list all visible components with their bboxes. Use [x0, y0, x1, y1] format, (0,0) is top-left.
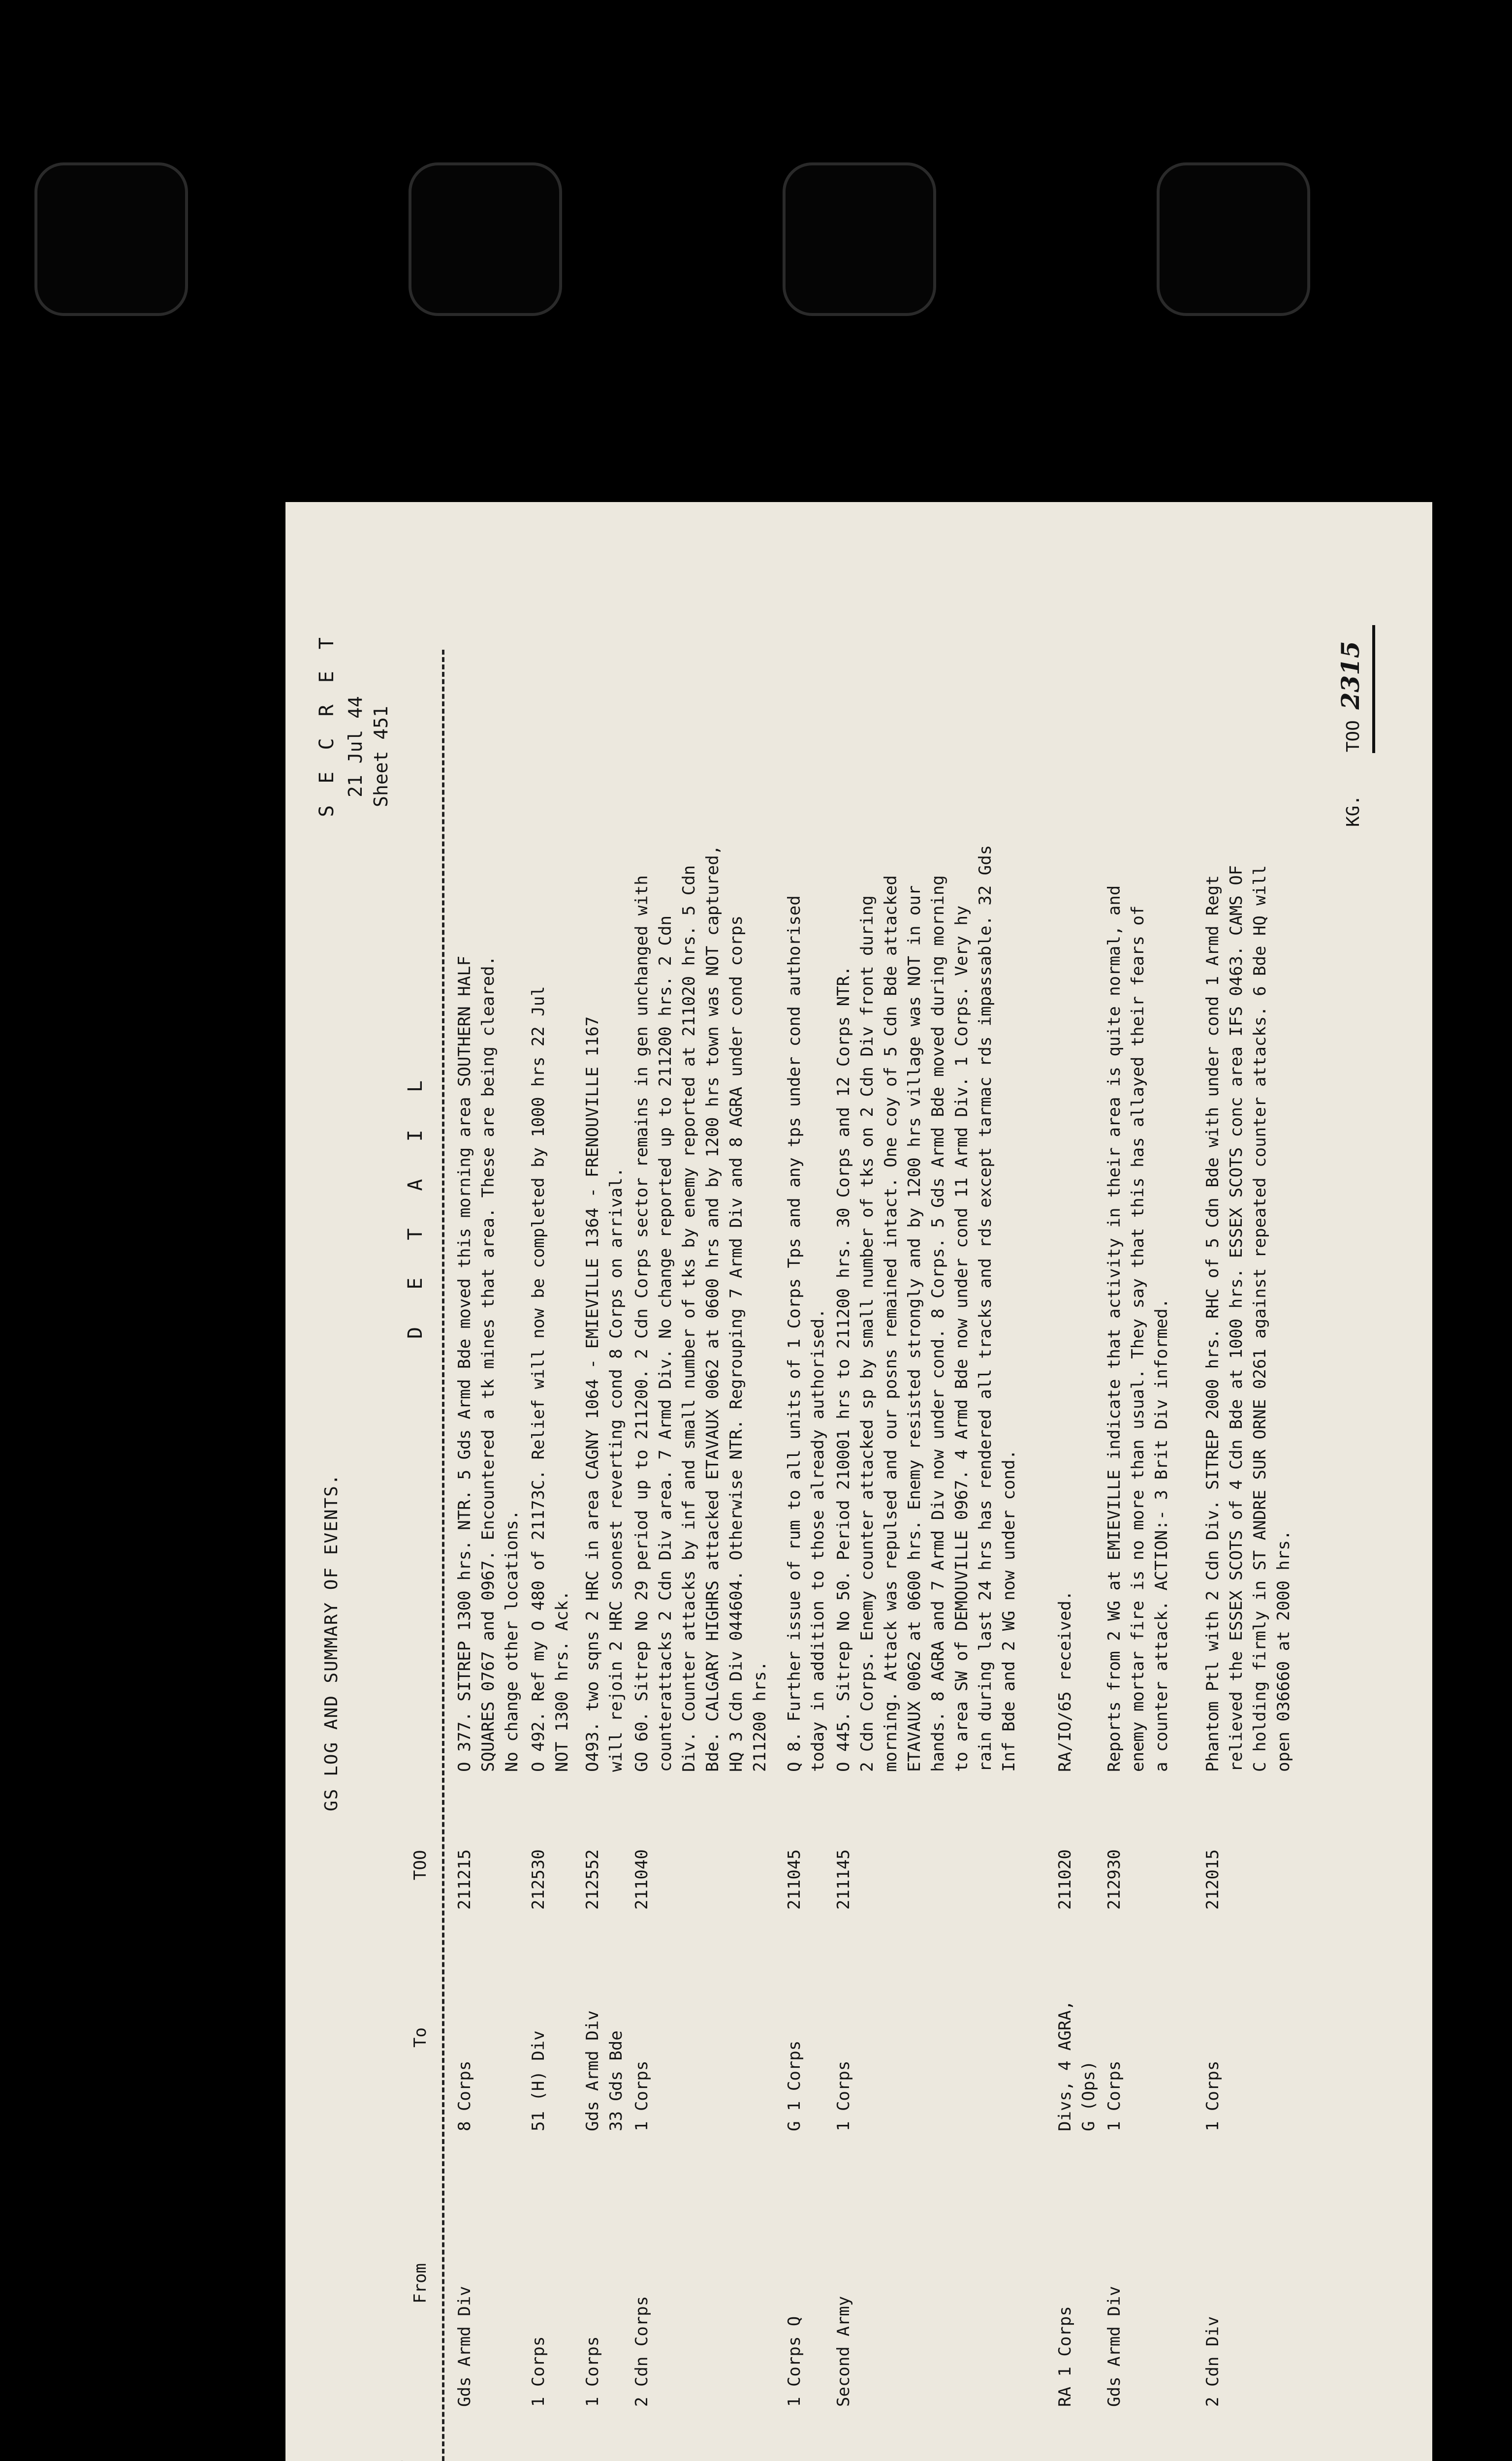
entry-detail-line: GO 60. Sitrep No 29 period up to 211200. 2 Cdn Corps sector remains in gen unchanged with — [632, 875, 652, 1772]
entry-too: 212930 — [1104, 1849, 1124, 1910]
entry-detail — [453, 551, 524, 1772]
header-from: From — [410, 2263, 430, 2303]
entry-too: 211145 — [834, 1849, 853, 1910]
entry-detail-line: to area SW of DEMOUVILLE 0967. 4 Armd Bde now under cond 11 Armd Div. 1 Corps. Very hy — [952, 905, 972, 1772]
entry-to-line: Gds Armd Div — [583, 2010, 602, 2131]
entry-detail-line: open 036660 at 2000 hrs. — [1274, 1530, 1293, 1772]
entry-serial — [832, 2422, 855, 2461]
entry-detail — [581, 551, 628, 1772]
entry-to — [581, 1925, 628, 2131]
film-hole — [409, 162, 562, 316]
film-hole — [783, 162, 936, 316]
entry-detail — [1201, 551, 1295, 1772]
entry-detail-line: enemy mortar fire is no more than usual. They say that this has allayed their fears of — [1128, 905, 1148, 1772]
entry-to — [783, 1925, 806, 2131]
entry-to — [630, 1925, 654, 2131]
entry-serial — [1102, 2422, 1126, 2461]
entry-detail-line: NOT 1300 hrs. Ack. — [552, 1590, 572, 1772]
entry-serial — [1201, 2422, 1225, 2461]
entry-detail-line: will rejoin 2 HRC soonest reverting cond 8 Corps on arrival. — [606, 1167, 626, 1772]
entry-detail — [630, 551, 772, 1772]
entry-from: 2 Cdn Div — [1203, 2316, 1223, 2407]
entry-detail-line: morning. Attack was repulsed and our posns remained intact. One coy of 5 Cdn Bde attacked — [881, 875, 901, 1772]
entry-detail-line: 2 Cdn Corps. Enemy counter attacked sp by small number of tks on 2 Cdn Div front during — [857, 895, 877, 1772]
entry-detail-line: Div. Counter attacks by inf and small number of tks by enemy reported at 211020 hrs. 5 Cdn — [679, 865, 699, 1772]
entry-to — [527, 1925, 550, 2131]
entry-to — [453, 1925, 476, 2131]
signature-initials: KG. — [1343, 794, 1363, 827]
entry-detail — [783, 551, 830, 1772]
entry-to-line: 33 Gds Bde — [606, 2030, 626, 2131]
entry-detail-line: Inf Bde and 2 WG now under cond. — [999, 1449, 1019, 1772]
entry-detail-line: No change other locations. — [502, 1510, 522, 1772]
entry-to-line: 1 Corps — [834, 2060, 853, 2131]
entry-from: Gds Armd Div — [1104, 2286, 1124, 2407]
entry-to-line: 51 (H) Div — [529, 2030, 548, 2131]
entry-serial — [783, 2422, 806, 2461]
entry-to-line: 1 Corps — [1104, 2060, 1124, 2131]
header-too: TOO — [410, 1850, 430, 1880]
signature-too-value: 2315 — [1336, 641, 1365, 710]
entry-to-line: 1 Corps — [632, 2060, 652, 2131]
entry-too: 211215 — [455, 1849, 474, 1910]
entry-serial — [453, 2422, 476, 2461]
film-hole — [34, 162, 188, 316]
entry-to — [1201, 1925, 1225, 2131]
entry-too: 211020 — [1055, 1849, 1075, 1910]
document-date: 21 Jul 44 — [345, 696, 366, 797]
entry-too: 211045 — [785, 1849, 804, 1910]
rotated-log-sheet — [285, 502, 1432, 2461]
entry-from: 1 Corps — [529, 2336, 548, 2407]
entry-serial — [630, 2422, 654, 2461]
document-page — [285, 502, 1432, 2461]
entry-from: 2 Cdn Corps — [632, 2296, 652, 2407]
entry-serial — [527, 2422, 550, 2461]
entry-detail-line: RA/IO/65 received. — [1055, 1590, 1075, 1772]
entry-detail-line: SQUARES 0767 and 0967. Encountered a tk mines that area. These are being cleared. — [478, 955, 498, 1772]
entry-detail-line: Phantom Ptl with 2 Cdn Div. SITREP 2000 hrs. RHC of 5 Cdn Bde with under cond 1 Armd Regt — [1203, 875, 1223, 1772]
entry-from: Gds Armd Div — [455, 2286, 474, 2407]
entry-serial — [581, 2422, 604, 2461]
entry-to-line: 8 Corps — [455, 2060, 474, 2131]
entry-detail-line: hands. 8 AGRA and 7 Armd Div now under cond. 8 Corps. 5 Gds Armd Bde moved during morning — [928, 875, 948, 1772]
entry-detail-line: C holding firmly in ST ANDRE SUR ORNE 0261 against repeated counter attacks. 6 Bde HQ will — [1250, 865, 1270, 1772]
entry-from: Second Army — [834, 2296, 853, 2407]
entry-detail-line: ETAVAUX 0062 at 0600 hrs. Enemy resisted strongly and by 1200 hrs village was NOT in our — [905, 885, 924, 1772]
signature-block — [1336, 641, 1365, 827]
entry-detail-line: Reports from 2 WG at EMIEVILLE indicate that activity in their area is quite normal, and — [1104, 885, 1124, 1772]
entry-to — [832, 1925, 855, 2131]
sheet-number: Sheet 451 — [370, 706, 392, 807]
entry-detail — [1053, 551, 1077, 1772]
header-detail: D E T A I L — [404, 1068, 427, 1339]
entry-too: 212530 — [529, 1849, 548, 1910]
entry-detail-line: O 492. Ref my O 480 of 21173C. Relief will now be completed by 1000 hrs 22 Jul — [529, 986, 548, 1772]
entry-to-line: 1 Corps — [1203, 2060, 1223, 2131]
entry-detail-line: HQ 3 Cdn Div 044604. Otherwise NTR. Regrouping 7 Armd Div and 8 AGRA under cond corps — [726, 915, 746, 1772]
entry-to-line: G (Ops) — [1079, 2060, 1099, 2131]
entry-detail — [527, 551, 574, 1772]
entry-detail-line: O 377. SITREP 1300 hrs. NTR. 5 Gds Armd Bde moved this morning area SOUTHERN HALF — [455, 955, 474, 1772]
entry-from: 1 Corps Q — [785, 2316, 804, 2407]
entry-detail-line: O493. two sqns 2 HRC in area CAGNY 1064 - EMIEVILLE 1364 - FRENOUVILLE 1167 — [583, 1016, 602, 1772]
signature-underline — [1372, 625, 1375, 753]
entry-too: 211040 — [632, 1849, 652, 1910]
entry-from: RA 1 Corps — [1055, 2306, 1075, 2407]
entry-detail-line: today in addition to those already authorised. — [808, 1308, 828, 1772]
entry-detail-line: 211200 hrs. — [750, 1661, 770, 1772]
entry-detail-line: rain during last 24 hrs has rendered all tracks and rds except tarmac rds impassable. 32 Gds — [976, 845, 995, 1772]
entry-to — [1102, 1925, 1126, 2131]
entry-detail — [832, 551, 1021, 1772]
header-to: To — [410, 2027, 430, 2048]
document-title: GS LOG AND SUMMARY OF EVENTS. — [321, 1473, 342, 1811]
entry-to-line: Divs, 4 AGRA, — [1055, 2000, 1075, 2131]
entry-to — [1053, 1925, 1101, 2131]
entry-detail-line: O 445. Sitrep No 50. Period 210001 hrs to 211200 hrs. 30 Corps and 12 Corps NTR. — [834, 966, 853, 1772]
signature-too-label: TOO — [1343, 720, 1363, 753]
entry-detail-line: relieved the ESSEX SCOTS of 4 Cdn Bde at 1000 hrs. ESSEX SCOTS conc area IFS 0463. CAMS OF — [1227, 865, 1246, 1772]
classification-label: S E C R E T — [315, 632, 338, 817]
entry-from: 1 Corps — [583, 2336, 602, 2407]
entry-detail — [1102, 551, 1173, 1772]
entry-detail-line: counterattacks 2 Cdn Div area. 7 Armd Div. No change reported up to 211200 hrs. 2 Cdn — [656, 915, 675, 1772]
entry-detail-line: Bde. CALGARY HIGHRS attacked ETAVAUX 0062 at 0600 hrs and by 1200 hrs town was NOT captured, — [703, 845, 723, 1772]
entry-to-line: G 1 Corps — [785, 2040, 804, 2131]
header-divider — [442, 650, 444, 2461]
film-hole — [1157, 162, 1310, 316]
entry-too: 212552 — [583, 1849, 602, 1910]
entry-serial — [1053, 2422, 1077, 2461]
entry-too: 212015 — [1203, 1849, 1223, 1910]
entry-detail-line: Q 8. Further issue of rum to all units of 1 Corps Tps and any tps under cond authorised — [785, 895, 804, 1772]
entry-detail-line: a counter attack. ACTION:- 3 Brit Div informed. — [1152, 1298, 1171, 1772]
